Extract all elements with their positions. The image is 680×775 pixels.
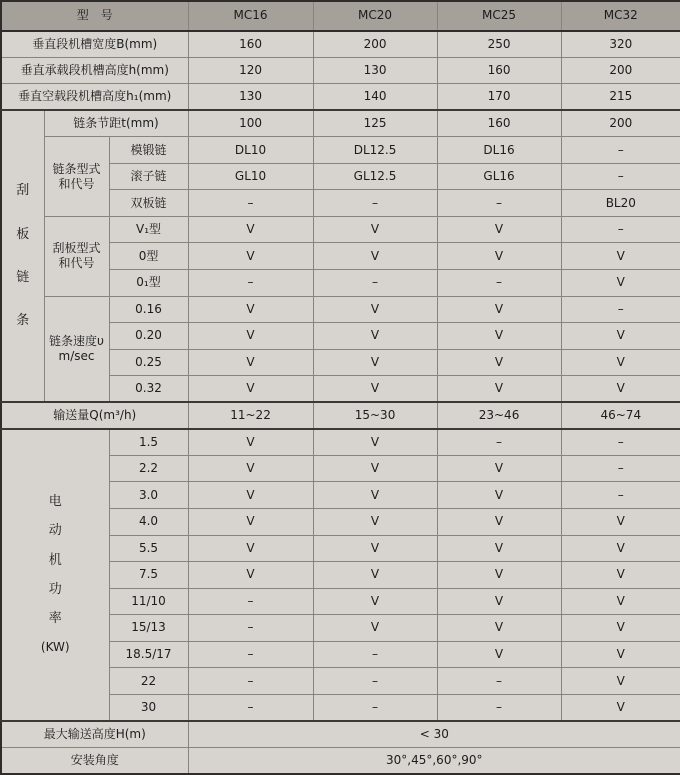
row-label: 30 [109,694,188,721]
spec-cell: DL12.5 [313,137,437,164]
spec-cell: V [188,535,313,562]
spec-cell: V [561,535,680,562]
row-label: 0.32 [109,376,188,403]
spec-cell: – [188,694,313,721]
subgroup-label-chain-type [44,137,109,217]
spec-cell: V [188,243,313,270]
spec-cell: V [561,694,680,721]
spec-cell: V [313,216,437,243]
subgroup-label-scraper-type [44,216,109,296]
label-line: 链条速度υ [49,333,104,348]
spec-cell: 15~30 [313,402,437,429]
spec-cell: – [313,694,437,721]
table-row [1,84,680,111]
spec-cell: V [313,429,437,456]
spec-cell: V [437,508,561,535]
row-label: 0型 [109,243,188,270]
spec-cell: – [188,270,313,297]
group-char: 功 [48,581,62,597]
spec-cell: – [561,455,680,482]
spec-cell: V [437,323,561,350]
group-char: 电 [48,494,62,510]
spec-cell: V [561,615,680,642]
spec-cell: V [437,376,561,403]
row-label: 垂直段机槽宽度B(mm) [1,31,188,58]
spec-cell: V [188,376,313,403]
spec-cell: 160 [437,110,561,137]
spec-cell: GL10 [188,163,313,190]
row-label: 5.5 [109,535,188,562]
spec-cell: 320 [561,31,680,58]
spec-cell: V [188,296,313,323]
spec-cell: 200 [561,57,680,84]
table-row [1,110,680,137]
spec-cell: 200 [313,31,437,58]
spec-cell: V [313,482,437,509]
spec-cell: 125 [313,110,437,137]
spec-cell: GL12.5 [313,163,437,190]
spec-cell: V [437,641,561,668]
table-row [1,721,680,748]
spec-cell: V [313,243,437,270]
group-unit: (KW) [40,640,70,655]
vertical-label [4,183,42,329]
table-row [1,216,680,243]
spec-cell: V [188,482,313,509]
label-line: m/sec [58,348,95,363]
spec-cell: 100 [188,110,313,137]
row-label: 4.0 [109,508,188,535]
spec-cell: V [561,508,680,535]
row-label: 最大输送高度H(m) [1,721,188,748]
group-char: 机 [48,552,62,568]
spec-cell: V [437,296,561,323]
spec-cell: – [188,668,313,695]
spec-cell: 120 [188,57,313,84]
spec-cell: V [561,376,680,403]
row-label: 链条节距t(mm) [44,110,188,137]
row-label: 18.5/17 [109,641,188,668]
spec-cell: – [188,588,313,615]
row-label: 0₁型 [109,270,188,297]
group-char: 率 [48,611,62,627]
spec-cell: V [313,588,437,615]
row-label: 输送量Q(m³/h) [1,402,188,429]
spec-cell: V [437,349,561,376]
spec-cell: V [437,588,561,615]
spec-cell: 130 [188,84,313,111]
table-row [1,137,680,164]
spec-cell: V [561,349,680,376]
spec-cell: – [561,429,680,456]
label-line: 链条型式 [52,161,101,176]
row-label: 1.5 [109,429,188,456]
spec-cell: V [437,535,561,562]
spec-cell: – [437,270,561,297]
spec-cell: – [561,482,680,509]
spec-cell: 215 [561,84,680,111]
row-label: V₁型 [109,216,188,243]
spec-cell: V [188,429,313,456]
spec-cell: V [437,482,561,509]
model-header-mc16: MC16 [188,1,313,31]
spec-cell: 200 [561,110,680,137]
spec-cell: V [188,508,313,535]
spec-cell: – [437,429,561,456]
row-label: 15/13 [109,615,188,642]
spec-cell: – [188,641,313,668]
spec-cell: V [561,588,680,615]
label-line: 和代号 [58,176,95,191]
spec-cell: – [561,216,680,243]
spec-cell: V [313,508,437,535]
row-label: 滚子链 [109,163,188,190]
spec-cell: – [437,668,561,695]
spec-cell-span: < 30 [188,721,680,748]
spec-cell: V [561,243,680,270]
row-label: 安装角度 [1,747,188,774]
group-label-motor-power [1,429,109,721]
group-char: 条 [16,313,30,328]
group-char: 动 [48,523,62,539]
spec-cell: 140 [313,84,437,111]
spec-cell: V [313,376,437,403]
spec-cell: – [561,296,680,323]
spec-cell: V [561,668,680,695]
spec-cell: V [313,562,437,589]
subgroup-label-chain-speed [44,296,109,402]
spec-cell: V [188,216,313,243]
spec-cell: V [313,349,437,376]
spec-cell: V [437,562,561,589]
table-row [1,402,680,429]
vertical-label [4,494,107,655]
header-row [1,1,680,31]
table-row [1,57,680,84]
table-row [1,296,680,323]
spec-cell: V [313,615,437,642]
group-char: 链 [16,269,30,285]
label-line: 刮板型式 [52,241,101,256]
spec-cell-span: 30°,45°,60°,90° [188,747,680,774]
spec-cell: V [313,535,437,562]
spec-cell: 46~74 [561,402,680,429]
spec-cell: – [437,190,561,217]
spec-cell: V [437,243,561,270]
group-char: 板 [16,226,30,242]
row-label: 0.25 [109,349,188,376]
table-row [1,747,680,774]
row-label: 3.0 [109,482,188,509]
spec-cell: BL20 [561,190,680,217]
row-label: 22 [109,668,188,695]
spec-cell: DL16 [437,137,561,164]
spec-cell: V [561,323,680,350]
group-char: 刮 [16,183,30,199]
spec-cell: – [313,190,437,217]
spec-cell: V [188,562,313,589]
row-label: 11/10 [109,588,188,615]
spec-cell: V [188,455,313,482]
spec-cell: V [437,615,561,642]
spec-cell: GL16 [437,163,561,190]
spec-cell: – [313,668,437,695]
row-label: 模锻链 [109,137,188,164]
spec-cell: V [188,349,313,376]
row-label: 7.5 [109,562,188,589]
group-label-scraper-chain [1,110,44,402]
spec-cell: V [561,641,680,668]
spec-cell: 250 [437,31,561,58]
spec-cell: – [561,137,680,164]
spec-cell: – [313,270,437,297]
spec-cell: V [188,323,313,350]
table-row [1,31,680,58]
spec-cell: 160 [188,31,313,58]
spec-cell: 23~46 [437,402,561,429]
spec-cell: V [437,455,561,482]
spec-cell: – [561,163,680,190]
model-header-mc20: MC20 [313,1,437,31]
spec-cell: 130 [313,57,437,84]
spec-cell: V [437,216,561,243]
row-label: 垂直空载段机槽高度h₁(mm) [1,84,188,111]
spec-cell: V [313,296,437,323]
spec-cell: V [561,270,680,297]
label-line: 和代号 [58,256,95,271]
model-label: 型 号 [1,1,188,31]
spec-cell: 170 [437,84,561,111]
spec-cell: – [313,641,437,668]
spec-cell: 11~22 [188,402,313,429]
spec-cell: V [313,323,437,350]
spec-cell: 160 [437,57,561,84]
row-label: 0.16 [109,296,188,323]
spec-cell: – [188,190,313,217]
row-label: 双板链 [109,190,188,217]
model-header-mc25: MC25 [437,1,561,31]
model-header-mc32: MC32 [561,1,680,31]
row-label: 0.20 [109,323,188,350]
spec-cell: DL10 [188,137,313,164]
spec-cell: V [313,455,437,482]
spec-cell: – [188,615,313,642]
table-row [1,429,680,456]
row-label: 2.2 [109,455,188,482]
spec-cell: V [561,562,680,589]
spec-cell: – [437,694,561,721]
row-label: 垂直承载段机槽高度h(mm) [1,57,188,84]
